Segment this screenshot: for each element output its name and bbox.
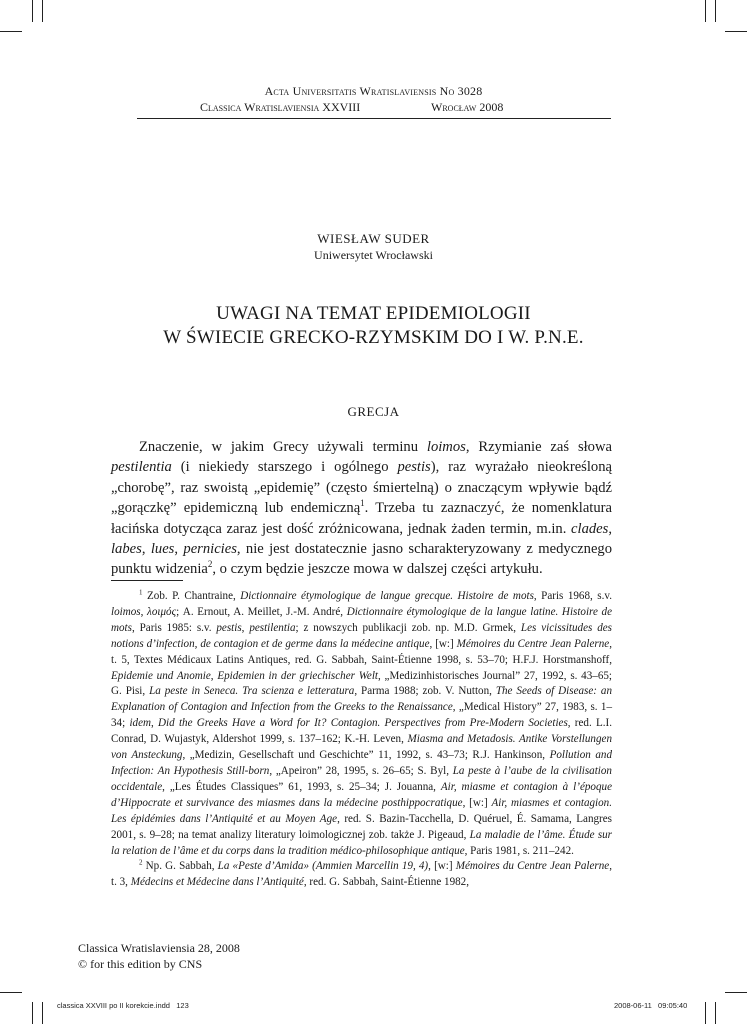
header-rule (137, 118, 611, 119)
footnote-rule (111, 580, 183, 581)
crop-mark (0, 31, 22, 32)
crop-mark (705, 0, 706, 22)
crop-mark (705, 1002, 706, 1024)
section-heading: GRECJA (347, 404, 400, 419)
running-header-journal: Classica Wratislaviensia XXVIII (200, 100, 361, 114)
footnotes (111, 589, 612, 891)
crop-mark (725, 992, 747, 993)
running-header-place-year: Wrocław 2008 (431, 100, 504, 114)
running-header-series: Acta Universitatis Wratislaviensis No 3028 (264, 84, 483, 98)
crop-mark (0, 992, 22, 993)
crop-mark (32, 0, 33, 22)
crop-mark (715, 0, 716, 22)
body-paragraph: Znaczenie, w jakim Grecy używali terminu loimos, Rzymianie zaś słowa pestilentia (i niekiedy starszego i ogólnego pestis), raz wyrażało nieokreśloną „chorobę”, raz swoistą „epidemię” (często śmiertelną) o znaczącym wpływie bądź „gorączkę” epidemiczną lub endemiczną$^1$. Trzeba tu zaznaczyć, że nomenklatura łacińska dotycząca zaraz jest dość zróżnicowana, jednak żaden termin, m.in. clades, labes, lues, pernicies, nie jest dostatecznie jasno scharakteryzowany z medycznego punktu widzenia$^2$, o czym będzie jeszcze mowa w dalszej części artykułu. (111, 439, 613, 578)
footnote-2: $^2$ Np. G. Sabbah, La «Peste d’Amida» (Ammien Marcellin 19, 4), [w:] Mémoires du Centre Jean Palerne, t. 3, Médecins et Médecine dans l’Antiquité, red. G. Sabbah, Saint-Étienne 1982, (111, 858, 613, 889)
body-text (111, 437, 612, 580)
slug-datetime: 2008-06-11 09:05:40 (614, 1001, 688, 1010)
crop-mark (725, 31, 747, 32)
crop-mark (42, 1002, 43, 1024)
footnote-1: $^1$ Zob. P. Chantraine, Dictionnaire étymologique de langue grecque. Histoire de mots, Paris 1968, s.v. loimos, λοιμός; A. Ernout, A. Meillet, J.-M. André, Dictionnaire étymologique de la langue latine. Histoire de mots, Paris 1985: s.v. pestis, pestilentia; z nowszych publikacji zob. np. M.D. Grmek, Les vicissitudes des notions d’infection, de contagion et de germe dans la médecine antique, [w:] Mémoires du Centre Jean Palerne, t. 5, Textes Médicaux Latins Antiques, red. G. Sabbah, Saint-Étienne 1998, s. 53–70; H.F.J. Horstmanshoff, Epidemie und Anomie, Epidemien in der griechischer Welt, „Medizinhistorisches Journal” 27, 1992, s. 43–65; G. Pisi, La peste in Seneca. Tra scienza e letteratura, Parma 1988; zob. V. Nutton, The Seeds of Disease: an Explanation of Contagion and Infection from the Greeks to the Renaissance, „Medical History” 27, 1983, s. 1–34; idem, Did the Greeks Have a Word for It? Contagion. Perspectives from Pre-Modern Societies, red. L.I. Conrad, D. Wujastyk, Aldershot 1999, s. 137–162; K.-H. Leven, Miasma and Metadosis. Antike Vorstellungen von Ansteckung, „Medizin, Gesellschaft und Geschichte” 11, 1992, s. 43–73; R.J. Hankinson, Pollution and Infection: An Hypothesis Still-born, „Apeiron” 28, 1995, s. 26–65; S. Byl, La peste à l’aube de la civilisation occidentale, „Les Études Classiques” 61, 1993, s. 25–34; J. Jouanna, Air, miasme et contagion à l’époque d’Hippocrate et survivance des miasmes dans la médecine posthippocratique, [w:] Air, miasmes et contagion. Les épidémies dans l’Antiquité et au Moyen Age, red. S. Bazin-Tacchella, D. Quéruel, É. Samama, Langres 2001, s. 9–28; na temat analizy literatury loimologicznej zob. także J. Pigeaud, La maladie de l’âme. Étude sur la relation de l’âme et du corps dans la tradition médico-philosophique antique, Paris 1981, s. 211–242. (111, 588, 613, 857)
footer-journal: Classica Wratislaviensia 28, 2008 (78, 941, 240, 955)
crop-mark (715, 1002, 716, 1024)
author-name: WIESŁAW SUDER (317, 231, 430, 246)
article-title-line-2: W ŚWIECIE GRECKO-RZYMSKIM DO I W. P.N.E. (163, 327, 584, 348)
footnote-ref-1[interactable]: 1 (360, 498, 365, 509)
copyright-footer (78, 940, 240, 972)
author-affiliation: Uniwersytet Wrocławski (314, 248, 433, 262)
slug-filename: classica XXVIII po II korekcie.indd 123 (57, 1001, 189, 1010)
crop-mark (32, 1002, 33, 1024)
footnote-ref-2[interactable]: 2 (207, 559, 213, 570)
crop-mark (42, 0, 43, 22)
footer-copyright: © for this edition by CNS (78, 957, 203, 971)
article-title-line-1: UWAGI NA TEMAT EPIDEMIOLOGII (216, 303, 531, 324)
